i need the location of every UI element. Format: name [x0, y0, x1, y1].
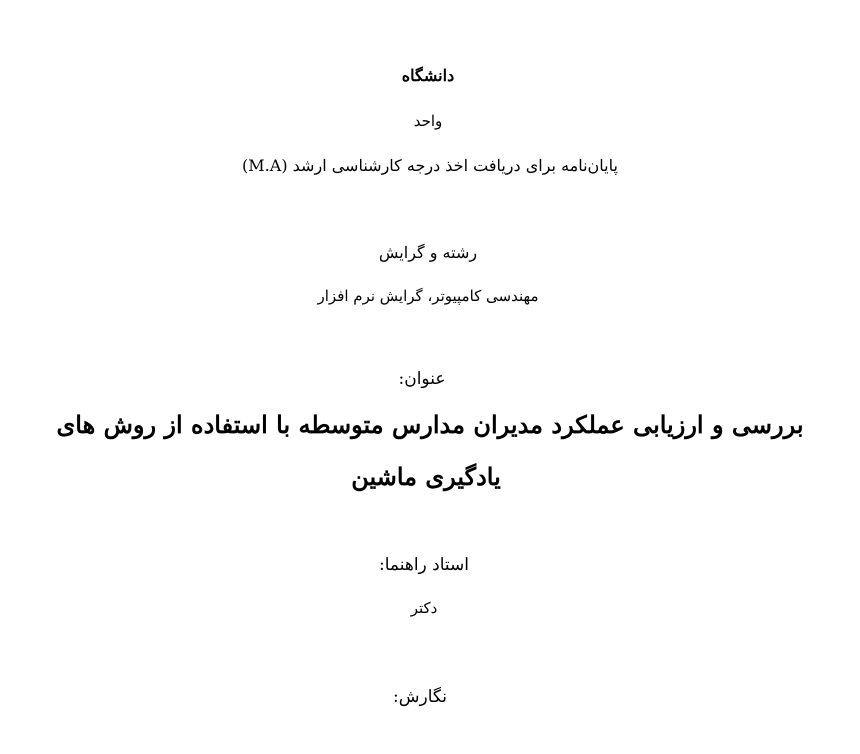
advisor-label: استاد راهنما:: [378, 555, 469, 575]
field-value: مهندسی کامپیوتر، گرایش نرم افزار: [317, 287, 539, 305]
degree-statement: پایان‌نامه برای دریافت اخذ درجه کارشناسی ارشد (M.A): [242, 156, 618, 175]
title-label: عنوان:: [398, 369, 446, 389]
university-unit: واحد: [413, 112, 443, 130]
thesis-title-line-2: یادگیری ماشین: [351, 462, 501, 491]
advisor-value: دکتر: [410, 599, 438, 617]
university-name: دانشگاه: [401, 66, 455, 85]
author-label: نگارش:: [393, 687, 447, 707]
field-label: رشته و گرایش: [378, 243, 478, 262]
thesis-title-line-1: بررسی و ارزیابی عملکرد مدیران مدارس متوسطه با استفاده از روش های: [56, 410, 804, 439]
